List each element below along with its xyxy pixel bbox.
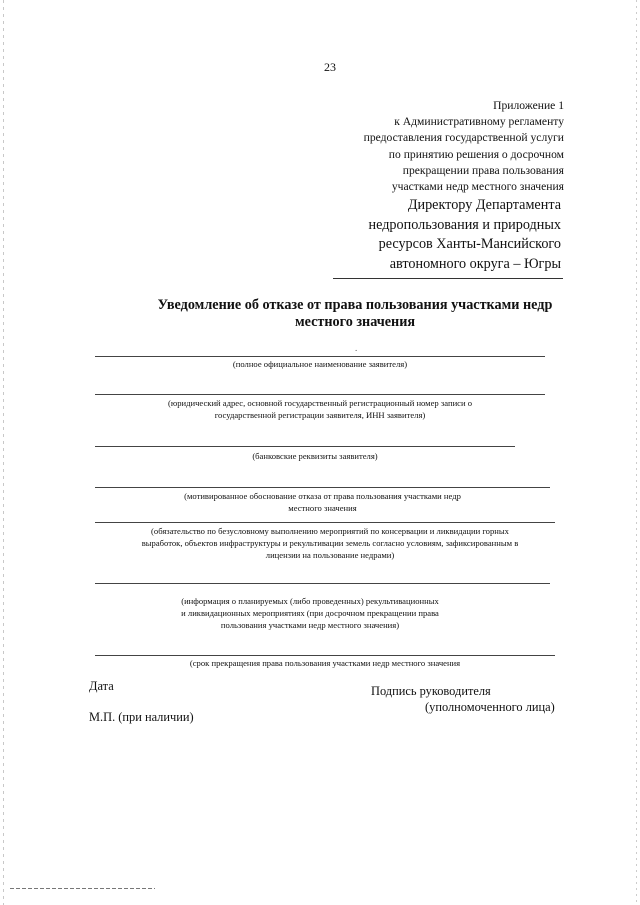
date-label: Дата (89, 679, 114, 693)
appendix-line: участками недр местного значения (391, 180, 564, 194)
fill-in-line[interactable] (95, 487, 550, 488)
field-caption: (банковские реквизиты заявителя) (252, 451, 378, 461)
fill-in-line[interactable] (95, 394, 545, 395)
addressee-line: недропользования и природных (368, 216, 561, 233)
fill-in-line[interactable] (95, 522, 555, 523)
appendix-line: к Административному регламенту (394, 115, 564, 129)
appendix-line: Приложение 1 (493, 99, 564, 112)
field-caption: (срок прекращения права пользования участками недр местного значения (189, 658, 461, 668)
bank-details-field[interactable] (95, 446, 515, 461)
applicant-address-field[interactable] (95, 394, 545, 420)
head-signature-label: Подпись руководителя (371, 684, 491, 698)
fill-in-line[interactable] (95, 583, 550, 584)
title-line: Уведомление об отказе от права пользования участками недр (157, 297, 553, 313)
scan-edge-right (636, 0, 637, 905)
scan-dot: . (355, 343, 358, 353)
addressee-line: ресурсов Ханты-Мансийского (378, 236, 561, 252)
title-line: местного значения (294, 314, 416, 330)
page-number: 23 (324, 60, 336, 74)
authorized-person-label: (уполномоченного лица) (425, 700, 555, 714)
appendix-block (364, 98, 564, 195)
appendix-line: прекращении права пользования (402, 163, 564, 177)
fill-in-line[interactable] (95, 655, 555, 656)
scan-edge-left (3, 0, 4, 905)
document-title (120, 297, 590, 331)
addressee-line: Директору Департамента (407, 197, 561, 213)
refusal-reason-field[interactable] (95, 487, 550, 513)
field-caption: (мотивированное обоснование отказа от права пользования участками недр местного значения (184, 491, 461, 513)
appendix-line: по принятию решения о досрочном (388, 147, 564, 161)
fill-in-line[interactable] (95, 356, 545, 357)
termination-date-field[interactable] (95, 655, 555, 668)
reclamation-info-field[interactable] (95, 583, 550, 630)
scan-artifact-line (10, 888, 155, 889)
field-caption: (информация о планируемых (либо проведенных) рекультивационных и ликвидационных мероприятиях (при досрочном прекращении права пользования участками недр местного значения) (181, 596, 439, 630)
addressee-block (369, 196, 561, 274)
applicant-name-field[interactable] (95, 356, 545, 369)
addressee-line: автономного округа – Югры (389, 255, 561, 272)
fill-in-line[interactable] (95, 446, 515, 447)
obligations-field[interactable] (95, 522, 555, 560)
stamp-label: М.П. (при наличии) (89, 710, 194, 724)
addressee-name-line[interactable] (333, 278, 563, 279)
field-caption: (юридический адрес, основной государственный регистрационный номер записи о государственной регистрации заявителя, ИНН заявителя) (167, 398, 473, 420)
appendix-line: предоставления государственной услуги (363, 131, 564, 145)
field-caption: (обязательство по безусловному выполнению мероприятий по консервации и ликвидации горных выработок, объектов инфраструктуры и рекультивации земель согласно условиям, зафиксированным в лицензии на пользование недрами) (141, 526, 519, 560)
field-caption: (полное официальное наименование заявителя) (232, 359, 408, 369)
